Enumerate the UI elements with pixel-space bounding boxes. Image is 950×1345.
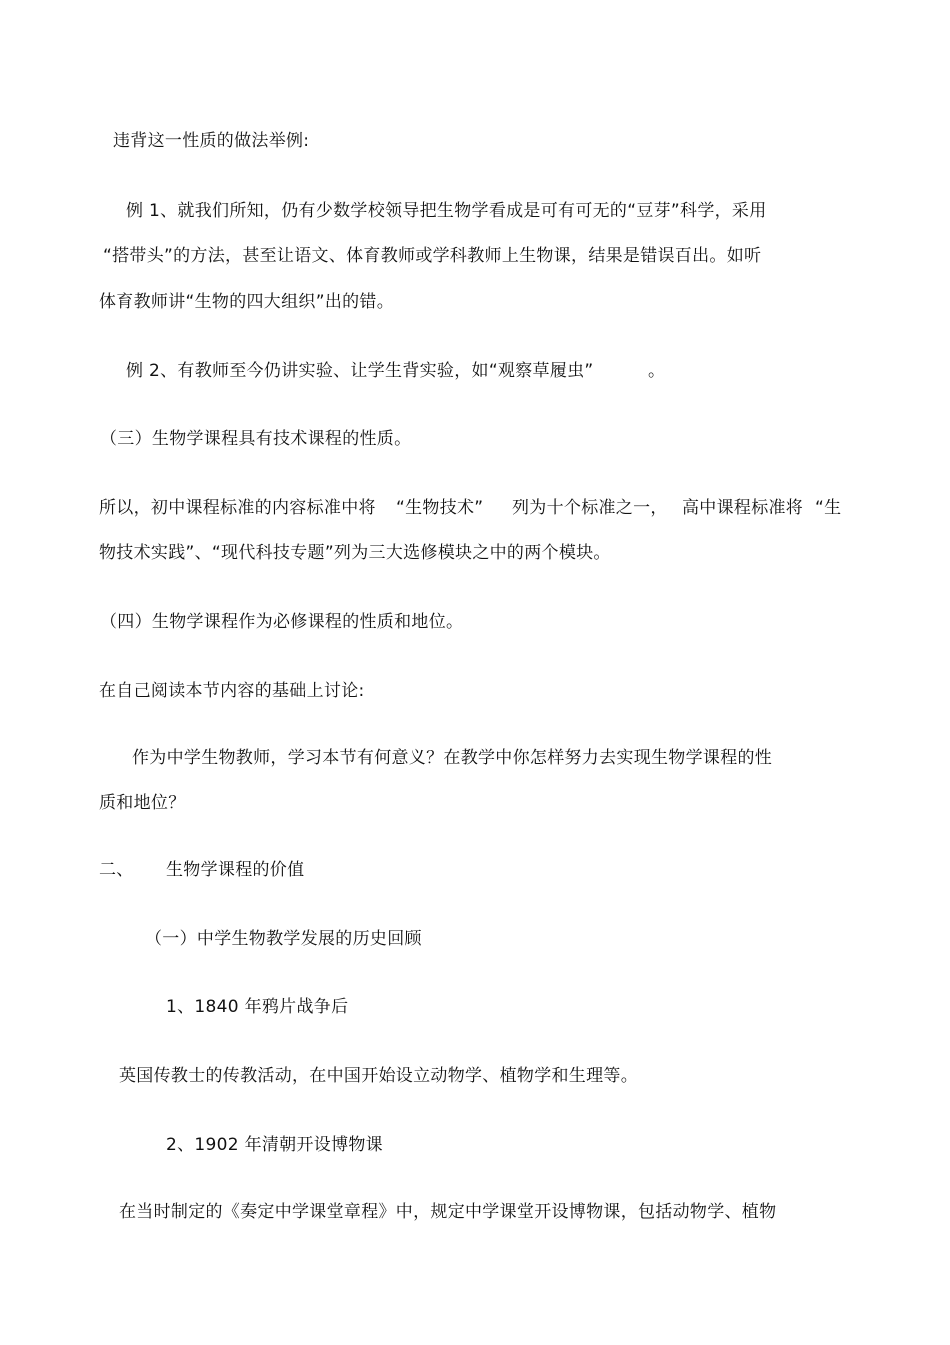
paragraph-line: 体育教师讲“生物的四大组织”出的错。 xyxy=(99,292,395,312)
paragraph-line: 英国传教士的传教活动，在中国开始设立动物学、植物学和生理等。 xyxy=(119,1066,638,1086)
section-heading: （一）中学生物教学发展的历史回顾 xyxy=(145,929,422,949)
paragraph-line-part: 列为十个标准之一， xyxy=(512,498,668,518)
paragraph-line: 在自己阅读本节内容的基础上讨论: xyxy=(99,681,365,701)
paragraph-line: “搭带头”的方法，甚至让语文、体育教师或学科教师上生物课，结果是错误百出。如听 xyxy=(103,246,762,266)
chapter-number: 二、 xyxy=(99,860,134,880)
paragraph-line-end: 。 xyxy=(648,361,666,381)
subsection-heading: 2、1902 年清朝开设博物课 xyxy=(166,1135,383,1155)
chapter-title: 生物学课程的价值 xyxy=(166,860,305,880)
paragraph-line-part: “生 xyxy=(815,498,842,518)
section-heading: （三）生物学课程具有技术课程的性质。 xyxy=(100,429,412,449)
paragraph-line: 物技术实践”、“现代科技专题”列为三大选修模块之中的两个模块。 xyxy=(99,543,611,563)
paragraph-line-part: 高中课程标准将 xyxy=(682,498,804,518)
paragraph-line: 在当时制定的《奏定中学课堂章程》中，规定中学课堂开设博物课，包括动物学、植物 xyxy=(119,1202,777,1222)
paragraph-line-part: “生物技术” xyxy=(396,498,484,518)
paragraph-line: 例 1、就我们所知，仍有少数学校领导把生物学看成是可有可无的“豆芽”科学，采用 xyxy=(126,201,767,221)
section-heading: （四）生物学课程作为必修课程的性质和地位。 xyxy=(100,612,464,632)
paragraph-line: 违背这一性质的做法举例: xyxy=(113,131,310,151)
paragraph-line: 质和地位？ xyxy=(99,793,186,813)
paragraph-line-part: 所以，初中课程标准的内容标准中将 xyxy=(99,498,376,518)
paragraph-line: 例 2、有教师至今仍讲实验、让学生背实验，如“观察草履虫” xyxy=(126,361,594,381)
paragraph-line: 作为中学生物教师，学习本节有何意义？在教学中你怎样努力去实现生物学课程的性 xyxy=(132,748,773,768)
subsection-heading: 1、1840 年鸦片战争后 xyxy=(166,997,349,1017)
